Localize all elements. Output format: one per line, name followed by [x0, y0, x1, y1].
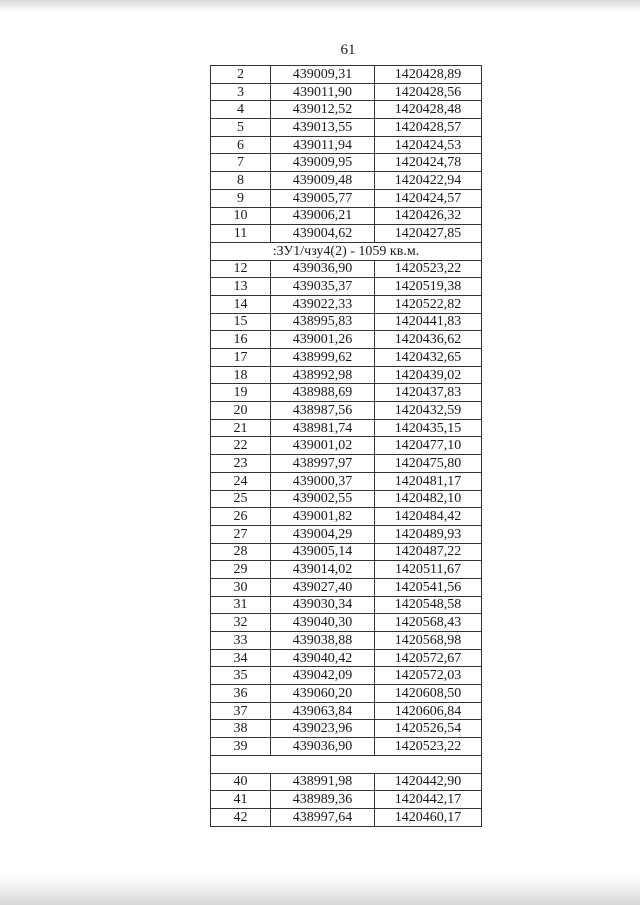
table-row: [211, 561, 482, 579]
table-row: [211, 437, 482, 455]
y-coordinate-cell: 1420424,57: [375, 189, 482, 207]
x-coordinate-cell: 439014,02: [271, 561, 375, 579]
x-coordinate-cell: 439002,55: [271, 490, 375, 508]
point-number-cell: 35: [211, 667, 271, 685]
x-coordinate-cell: 438997,97: [271, 455, 375, 473]
x-coordinate-cell: 439023,96: [271, 720, 375, 738]
point-number-cell: 12: [211, 260, 271, 278]
x-coordinate-cell: 439009,31: [271, 66, 375, 84]
table-row: [211, 490, 482, 508]
table-row: [211, 366, 482, 384]
x-coordinate-cell: 438987,56: [271, 402, 375, 420]
y-coordinate-cell: 1420489,93: [375, 525, 482, 543]
point-number-cell: 21: [211, 419, 271, 437]
point-number-cell: 41: [211, 791, 271, 809]
y-coordinate-cell: 1420487,22: [375, 543, 482, 561]
point-number-cell: 16: [211, 331, 271, 349]
point-number-cell: 11: [211, 225, 271, 243]
table-row: [211, 543, 482, 561]
table-row: [211, 331, 482, 349]
point-number-cell: 7: [211, 154, 271, 172]
x-coordinate-cell: 439022,33: [271, 295, 375, 313]
y-coordinate-cell: 1420424,78: [375, 154, 482, 172]
point-number-cell: 27: [211, 525, 271, 543]
table-row: [211, 207, 482, 225]
point-number-cell: 23: [211, 455, 271, 473]
y-coordinate-cell: 1420424,53: [375, 136, 482, 154]
y-coordinate-cell: 1420541,56: [375, 578, 482, 596]
y-coordinate-cell: 1420436,62: [375, 331, 482, 349]
y-coordinate-cell: 1420477,10: [375, 437, 482, 455]
table-row: [211, 649, 482, 667]
point-number-cell: 2: [211, 66, 271, 84]
table-row: [211, 295, 482, 313]
y-coordinate-cell: 1420568,43: [375, 614, 482, 632]
table-row: [211, 632, 482, 650]
table-row: [211, 154, 482, 172]
x-coordinate-cell: 439001,02: [271, 437, 375, 455]
x-coordinate-cell: 439038,88: [271, 632, 375, 650]
x-coordinate-cell: 438992,98: [271, 366, 375, 384]
table-row: [211, 667, 482, 685]
y-coordinate-cell: 1420475,80: [375, 455, 482, 473]
table-row: [211, 685, 482, 703]
y-coordinate-cell: 1420435,15: [375, 419, 482, 437]
table-row: [211, 119, 482, 137]
x-coordinate-cell: 438997,64: [271, 808, 375, 826]
x-coordinate-cell: 439005,77: [271, 189, 375, 207]
y-coordinate-cell: 1420428,89: [375, 66, 482, 84]
point-number-cell: 20: [211, 402, 271, 420]
point-number-cell: 19: [211, 384, 271, 402]
y-coordinate-cell: 1420568,98: [375, 632, 482, 650]
y-coordinate-cell: 1420481,17: [375, 472, 482, 490]
point-number-cell: 32: [211, 614, 271, 632]
point-number-cell: 9: [211, 189, 271, 207]
point-number-cell: 18: [211, 366, 271, 384]
table-row: [211, 313, 482, 331]
table-row: [211, 189, 482, 207]
x-coordinate-cell: 439006,21: [271, 207, 375, 225]
y-coordinate-cell: 1420572,67: [375, 649, 482, 667]
x-coordinate-cell: 438995,83: [271, 313, 375, 331]
x-coordinate-cell: 439027,40: [271, 578, 375, 596]
table-row: [211, 136, 482, 154]
x-coordinate-cell: 439000,37: [271, 472, 375, 490]
x-coordinate-cell: 439001,82: [271, 508, 375, 526]
point-number-cell: 34: [211, 649, 271, 667]
table-row: [211, 455, 482, 473]
table-row: [211, 702, 482, 720]
y-coordinate-cell: 1420442,17: [375, 791, 482, 809]
y-coordinate-cell: 1420482,10: [375, 490, 482, 508]
table-row: [211, 791, 482, 809]
y-coordinate-cell: 1420442,90: [375, 773, 482, 791]
point-number-cell: 40: [211, 773, 271, 791]
point-number-cell: 26: [211, 508, 271, 526]
point-number-cell: 3: [211, 83, 271, 101]
table-row: [211, 419, 482, 437]
point-number-cell: 13: [211, 278, 271, 296]
x-coordinate-cell: 439012,52: [271, 101, 375, 119]
point-number-cell: 6: [211, 136, 271, 154]
y-coordinate-cell: 1420422,94: [375, 172, 482, 190]
x-coordinate-cell: 439040,42: [271, 649, 375, 667]
x-coordinate-cell: 439063,84: [271, 702, 375, 720]
x-coordinate-cell: 439013,55: [271, 119, 375, 137]
y-coordinate-cell: 1420511,67: [375, 561, 482, 579]
point-number-cell: 22: [211, 437, 271, 455]
point-number-cell: 15: [211, 313, 271, 331]
x-coordinate-cell: 439009,95: [271, 154, 375, 172]
y-coordinate-cell: 1420437,83: [375, 384, 482, 402]
x-coordinate-cell: 439030,34: [271, 596, 375, 614]
table-row: [211, 101, 482, 119]
table-row: [211, 402, 482, 420]
point-number-cell: 33: [211, 632, 271, 650]
point-number-cell: 17: [211, 349, 271, 367]
x-coordinate-cell: 439036,90: [271, 260, 375, 278]
table-row: [211, 472, 482, 490]
x-coordinate-cell: 438988,69: [271, 384, 375, 402]
y-coordinate-cell: 1420572,03: [375, 667, 482, 685]
table-row: [211, 578, 482, 596]
section-header-row: [211, 242, 482, 260]
blank-separator: [211, 755, 482, 773]
x-coordinate-cell: 439036,90: [271, 738, 375, 756]
table-row: [211, 808, 482, 826]
table-row: [211, 172, 482, 190]
table-row: [211, 278, 482, 296]
table-row: [211, 720, 482, 738]
table-row: [211, 508, 482, 526]
scan-bottom-edge: [0, 875, 640, 905]
table-row: [211, 349, 482, 367]
y-coordinate-cell: 1420439,02: [375, 366, 482, 384]
x-coordinate-cell: 439035,37: [271, 278, 375, 296]
x-coordinate-cell: 439040,30: [271, 614, 375, 632]
y-coordinate-cell: 1420441,83: [375, 313, 482, 331]
x-coordinate-cell: 439004,29: [271, 525, 375, 543]
point-number-cell: 10: [211, 207, 271, 225]
x-coordinate-cell: 439011,94: [271, 136, 375, 154]
y-coordinate-cell: 1420432,65: [375, 349, 482, 367]
y-coordinate-cell: 1420606,84: [375, 702, 482, 720]
table-row: [211, 773, 482, 791]
table-row: [211, 614, 482, 632]
x-coordinate-cell: 438981,74: [271, 419, 375, 437]
y-coordinate-cell: 1420428,56: [375, 83, 482, 101]
y-coordinate-cell: 1420427,85: [375, 225, 482, 243]
point-number-cell: 38: [211, 720, 271, 738]
x-coordinate-cell: 439009,48: [271, 172, 375, 190]
point-number-cell: 39: [211, 738, 271, 756]
point-number-cell: 8: [211, 172, 271, 190]
y-coordinate-cell: 1420548,58: [375, 596, 482, 614]
point-number-cell: 29: [211, 561, 271, 579]
y-coordinate-cell: 1420523,22: [375, 738, 482, 756]
point-number-cell: 30: [211, 578, 271, 596]
table-row: [211, 83, 482, 101]
table-row: [211, 384, 482, 402]
table-row: [211, 596, 482, 614]
coordinates-table-body: [211, 66, 482, 827]
y-coordinate-cell: 1420432,59: [375, 402, 482, 420]
y-coordinate-cell: 1420426,32: [375, 207, 482, 225]
x-coordinate-cell: 439001,26: [271, 331, 375, 349]
y-coordinate-cell: 1420523,22: [375, 260, 482, 278]
table-row: [211, 225, 482, 243]
y-coordinate-cell: 1420428,57: [375, 119, 482, 137]
y-coordinate-cell: 1420519,38: [375, 278, 482, 296]
x-coordinate-cell: 438991,98: [271, 773, 375, 791]
y-coordinate-cell: 1420608,50: [375, 685, 482, 703]
point-number-cell: 24: [211, 472, 271, 490]
x-coordinate-cell: 438989,36: [271, 791, 375, 809]
point-number-cell: 42: [211, 808, 271, 826]
x-coordinate-cell: 439005,14: [271, 543, 375, 561]
coordinates-table: [210, 65, 482, 827]
x-coordinate-cell: 439042,09: [271, 667, 375, 685]
table-row: [211, 738, 482, 756]
point-number-cell: 31: [211, 596, 271, 614]
table-row: [211, 260, 482, 278]
point-number-cell: 14: [211, 295, 271, 313]
point-number-cell: 4: [211, 101, 271, 119]
point-number-cell: 37: [211, 702, 271, 720]
point-number-cell: 25: [211, 490, 271, 508]
y-coordinate-cell: 1420428,48: [375, 101, 482, 119]
point-number-cell: 5: [211, 119, 271, 137]
x-coordinate-cell: 439011,90: [271, 83, 375, 101]
y-coordinate-cell: 1420460,17: [375, 808, 482, 826]
y-coordinate-cell: 1420484,42: [375, 508, 482, 526]
table-row: [211, 66, 482, 84]
blank-separator-row: [211, 755, 482, 773]
table-row: [211, 525, 482, 543]
x-coordinate-cell: 439060,20: [271, 685, 375, 703]
point-number-cell: 36: [211, 685, 271, 703]
y-coordinate-cell: 1420522,82: [375, 295, 482, 313]
point-number-cell: 28: [211, 543, 271, 561]
scan-top-edge: [0, 0, 640, 12]
x-coordinate-cell: 438999,62: [271, 349, 375, 367]
page-number: 61: [340, 42, 356, 58]
x-coordinate-cell: 439004,62: [271, 225, 375, 243]
section-header: :ЗУ1/чзу4(2) - 1059 кв.м.: [211, 242, 482, 260]
y-coordinate-cell: 1420526,54: [375, 720, 482, 738]
